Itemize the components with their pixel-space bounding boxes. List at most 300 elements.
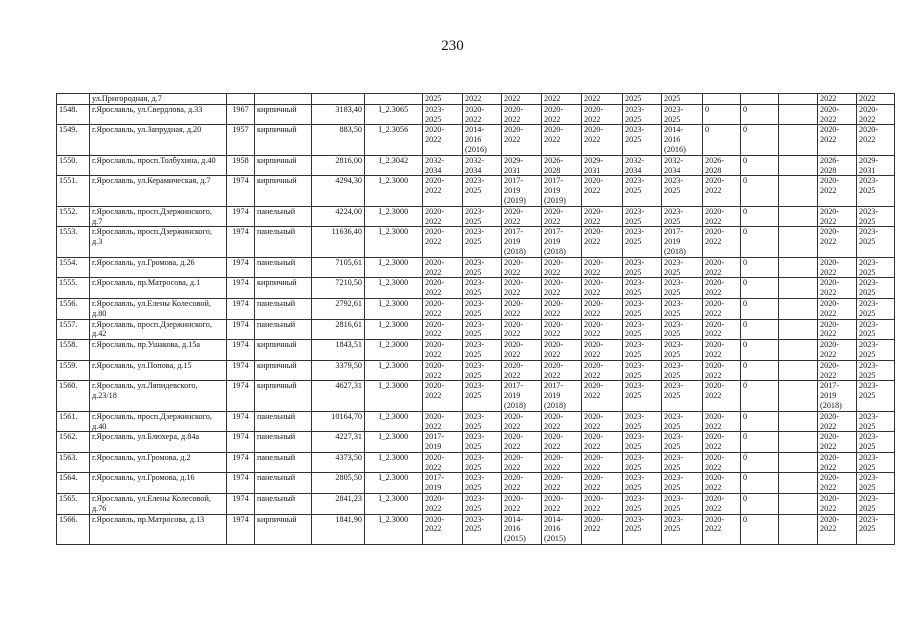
build-year-cell: 1974 <box>227 514 255 544</box>
repair-period-cell: 2029- 2031 <box>582 155 623 176</box>
repair-period-cell: 2020- 2022 <box>818 227 857 257</box>
build-year-cell <box>227 94 255 105</box>
repair-period-cell: 2020- 2022 <box>582 494 623 515</box>
repair-period-cell: 0 <box>741 340 779 361</box>
build-year-cell: 1957 <box>227 125 255 155</box>
repair-period-cell: 2020- 2022 <box>582 125 623 155</box>
repair-period-cell: 2023- 2025 <box>463 176 502 206</box>
repair-period-cell: 2029- 2031 <box>502 155 542 176</box>
address-cell: г.Ярославль, просп.Дзержинского, д.7 <box>90 206 227 227</box>
repair-period-cell: 2020- 2022 <box>423 514 463 544</box>
repair-period-cell: 2020- 2022 <box>542 206 582 227</box>
repair-period-cell: 2020- 2022 <box>818 432 857 453</box>
repair-period-cell: 2022 <box>582 94 623 105</box>
repair-period-cell: 2023- 2025 <box>857 432 895 453</box>
address-cell: г.Ярославль, ул.Елены Колесовой, д.80 <box>90 298 227 319</box>
repair-period-cell: 0 <box>741 381 779 411</box>
row-number-cell: 1560. <box>57 381 90 411</box>
repair-period-cell: 2020- 2022 <box>502 452 542 473</box>
area-cell: 3183,40 <box>312 104 365 125</box>
repair-period-cell: 2023- 2025 <box>463 319 502 340</box>
repair-period-cell: 2023- 2025 <box>857 206 895 227</box>
repair-period-cell: 0 <box>741 494 779 515</box>
repair-period-cell: 2023- 2025 <box>857 257 895 278</box>
repair-period-cell: 2020- 2022 <box>423 176 463 206</box>
repair-period-cell: 2020- 2022 <box>582 176 623 206</box>
wall-material-cell: панельный <box>255 432 312 453</box>
repair-period-cell <box>779 319 818 340</box>
series-code-cell: I_2.3000 <box>365 227 423 257</box>
repair-period-cell: 2020- 2022 <box>542 104 582 125</box>
repair-period-cell: 2020- 2022 <box>582 104 623 125</box>
area-cell: 3379,50 <box>312 360 365 381</box>
series-code-cell: I_2.3000 <box>365 514 423 544</box>
repair-period-cell: 2023- 2025 <box>662 340 703 361</box>
series-code-cell: I_2.3000 <box>365 432 423 453</box>
build-year-cell: 1974 <box>227 278 255 299</box>
repair-period-cell: 2022 <box>857 94 895 105</box>
address-cell: г.Ярославль, просп.Толбухина, д.40 <box>90 155 227 176</box>
repair-period-cell: 2032- 2034 <box>463 155 502 176</box>
repair-period-cell <box>779 104 818 125</box>
repair-period-cell: 2020- 2022 <box>502 257 542 278</box>
repair-period-cell: 2017- 2019 <box>423 473 463 494</box>
repair-period-cell: 2020- 2022 <box>582 257 623 278</box>
repair-period-cell <box>779 257 818 278</box>
repair-period-cell: 2020- 2022 <box>542 257 582 278</box>
repair-period-cell: 0 <box>703 104 741 125</box>
repair-period-cell: 2020- 2022 <box>542 411 582 432</box>
wall-material-cell: кирпичный <box>255 125 312 155</box>
repair-period-cell: 2023- 2025 <box>463 411 502 432</box>
repair-period-cell: 2023- 2025 <box>623 125 662 155</box>
address-cell: г.Ярославль, ул.Елены Колесовой, д.76 <box>90 494 227 515</box>
repair-period-cell: 2020- 2022 <box>502 125 542 155</box>
address-cell: г.Ярославль, просп.Дзержинского, д.42 <box>90 319 227 340</box>
repair-period-cell: 2023- 2025 <box>623 360 662 381</box>
repair-period-cell: 0 <box>741 278 779 299</box>
repair-period-cell: 2020- 2022 <box>703 319 741 340</box>
repair-period-cell: 0 <box>741 319 779 340</box>
repair-period-cell: 2020- 2022 <box>582 206 623 227</box>
build-year-cell: 1974 <box>227 473 255 494</box>
repair-period-cell: 0 <box>741 514 779 544</box>
series-code-cell: I_2.3000 <box>365 278 423 299</box>
table-row <box>57 176 895 206</box>
table-row <box>57 94 895 105</box>
repair-period-cell: 2020- 2022 <box>703 432 741 453</box>
row-number-cell: 1553. <box>57 227 90 257</box>
repair-period-cell: 2020- 2022 <box>423 340 463 361</box>
series-code-cell: I_2.3000 <box>365 411 423 432</box>
repair-period-cell: 2020- 2022 <box>502 360 542 381</box>
repair-period-cell: 2014- 2016 (2016) <box>463 125 502 155</box>
row-number-cell <box>57 94 90 105</box>
repair-period-cell: 2023- 2025 <box>623 298 662 319</box>
repair-period-cell: 2017- 2019 (2019) <box>542 176 582 206</box>
repair-period-cell <box>779 278 818 299</box>
table-row <box>57 227 895 257</box>
repair-period-cell: 2020- 2022 <box>423 227 463 257</box>
repair-period-cell: 2023- 2025 <box>623 494 662 515</box>
area-cell: 1843,51 <box>312 340 365 361</box>
repair-period-cell <box>779 473 818 494</box>
repair-period-cell: 2020- 2022 <box>703 494 741 515</box>
repair-period-cell: 2020- 2022 <box>542 452 582 473</box>
table-row <box>57 381 895 411</box>
area-cell: 10164,70 <box>312 411 365 432</box>
repair-period-cell: 2020- 2022 <box>542 432 582 453</box>
repair-period-cell: 2020- 2022 <box>542 319 582 340</box>
area-cell: 4227,31 <box>312 432 365 453</box>
row-number-cell: 1550. <box>57 155 90 176</box>
repair-period-cell: 2023- 2025 <box>857 319 895 340</box>
repair-period-cell: 2020- 2022 <box>582 514 623 544</box>
repair-period-cell: 2020- 2022 <box>502 494 542 515</box>
repair-period-cell: 2023- 2025 <box>857 227 895 257</box>
row-number-cell: 1562. <box>57 432 90 453</box>
area-cell: 2792,61 <box>312 298 365 319</box>
repair-period-cell: 2020- 2022 <box>542 494 582 515</box>
row-number-cell: 1558. <box>57 340 90 361</box>
repair-period-cell: 2023- 2025 <box>857 473 895 494</box>
repair-period-cell: 2023- 2025 <box>463 514 502 544</box>
repair-period-cell: 2023- 2025 <box>623 514 662 544</box>
repair-period-cell <box>779 340 818 361</box>
repair-period-cell: 2020- 2022 <box>818 514 857 544</box>
repair-period-cell: 2023- 2025 <box>857 340 895 361</box>
repair-period-cell: 0 <box>741 473 779 494</box>
row-number-cell: 1552. <box>57 206 90 227</box>
build-year-cell: 1974 <box>227 257 255 278</box>
repair-period-cell: 2020- 2022 <box>582 340 623 361</box>
repair-period-cell: 2022 <box>542 94 582 105</box>
series-code-cell: I_2.3056 <box>365 125 423 155</box>
repair-period-cell: 2020- 2022 <box>423 360 463 381</box>
repair-period-cell: 2023- 2025 <box>857 514 895 544</box>
repair-period-cell: 2020- 2022 <box>582 227 623 257</box>
address-cell: ул.Пригородная, д.7 <box>90 94 227 105</box>
row-number-cell: 1549. <box>57 125 90 155</box>
row-number-cell: 1563. <box>57 452 90 473</box>
repair-period-cell: 2020- 2022 <box>582 452 623 473</box>
repair-period-cell: 2023- 2025 <box>662 206 703 227</box>
wall-material-cell: панельный <box>255 257 312 278</box>
repair-period-cell: 2020- 2022 <box>703 340 741 361</box>
repair-period-cell: 2017- 2019 (2018) <box>818 381 857 411</box>
repair-period-cell: 2020- 2022 <box>703 452 741 473</box>
address-cell: г.Ярославль, ул.Свердлова, д.33 <box>90 104 227 125</box>
repair-period-cell: 2023- 2025 <box>662 104 703 125</box>
repair-period-cell: 2017- 2019 (2018) <box>502 381 542 411</box>
repair-period-cell: 2020- 2022 <box>582 298 623 319</box>
repair-period-cell: 2020- 2022 <box>818 360 857 381</box>
table-row <box>57 257 895 278</box>
repair-period-cell: 2020- 2022 <box>703 360 741 381</box>
repair-period-cell <box>779 514 818 544</box>
series-code-cell <box>365 94 423 105</box>
repair-period-cell: 2020- 2022 <box>818 319 857 340</box>
table-row <box>57 298 895 319</box>
repair-period-cell: 2023- 2025 <box>463 206 502 227</box>
build-year-cell: 1974 <box>227 340 255 361</box>
row-number-cell: 1548. <box>57 104 90 125</box>
repair-period-cell <box>779 452 818 473</box>
repair-period-cell: 2020- 2022 <box>582 432 623 453</box>
repair-period-cell: 2020- 2022 <box>423 452 463 473</box>
repair-period-cell: 2023- 2025 <box>662 473 703 494</box>
repair-period-cell: 2020- 2022 <box>703 411 741 432</box>
repair-period-cell: 2020- 2022 <box>818 257 857 278</box>
row-number-cell: 1561. <box>57 411 90 432</box>
wall-material-cell: панельный <box>255 473 312 494</box>
wall-material-cell: панельный <box>255 227 312 257</box>
repair-period-cell: 2020- 2022 <box>423 381 463 411</box>
area-cell: 883,50 <box>312 125 365 155</box>
repair-period-cell: 2023- 2025 <box>662 452 703 473</box>
repair-period-cell <box>703 94 741 105</box>
series-code-cell: I_2.3000 <box>365 494 423 515</box>
repair-period-cell: 0 <box>741 125 779 155</box>
address-cell: г.Ярославль, пр.Ушакова, д.15а <box>90 340 227 361</box>
table-row <box>57 206 895 227</box>
repair-period-cell: 2020- 2022 <box>423 257 463 278</box>
wall-material-cell: кирпичный <box>255 104 312 125</box>
repair-period-cell: 2017- 2019 (2018) <box>542 227 582 257</box>
repair-period-cell: 2014- 2016 (2015) <box>542 514 582 544</box>
repair-period-cell: 2020- 2022 <box>703 206 741 227</box>
repair-period-cell: 2020- 2022 <box>703 381 741 411</box>
repair-period-cell: 2025 <box>623 94 662 105</box>
area-cell: 4224,00 <box>312 206 365 227</box>
repair-period-cell: 2023- 2025 <box>662 360 703 381</box>
repair-period-cell: 2023- 2025 <box>623 340 662 361</box>
repair-period-cell: 2022 <box>502 94 542 105</box>
build-year-cell: 1974 <box>227 432 255 453</box>
repair-period-cell: 0 <box>741 104 779 125</box>
repair-period-cell: 2025 <box>662 94 703 105</box>
address-cell: г.Ярославль, пр.Матросова, д.13 <box>90 514 227 544</box>
area-cell: 2816,61 <box>312 319 365 340</box>
repair-period-cell: 0 <box>741 432 779 453</box>
series-code-cell: I_2.3000 <box>365 340 423 361</box>
registry-body <box>57 94 895 545</box>
repair-period-cell: 2023- 2025 <box>623 319 662 340</box>
series-code-cell: I_2.3000 <box>365 360 423 381</box>
address-cell: г.Ярославль, ул.Запрудная, д.20 <box>90 125 227 155</box>
repair-period-cell: 2020- 2022 <box>423 125 463 155</box>
build-year-cell: 1974 <box>227 298 255 319</box>
table-row <box>57 432 895 453</box>
wall-material-cell: панельный <box>255 452 312 473</box>
repair-period-cell: 2023- 2025 <box>623 473 662 494</box>
repair-period-cell: 2023- 2025 <box>662 278 703 299</box>
repair-period-cell: 0 <box>741 360 779 381</box>
wall-material-cell: панельный <box>255 319 312 340</box>
repair-period-cell: 2023- 2025 <box>662 257 703 278</box>
repair-period-cell: 2017- 2019 (2019) <box>502 176 542 206</box>
repair-period-cell: 2023- 2025 <box>623 411 662 432</box>
repair-period-cell: 2023- 2025 <box>623 278 662 299</box>
address-cell: г.Ярославль, просп.Дзержинского, д.3 <box>90 227 227 257</box>
address-cell: г.Ярославль, ул.Попова, д.15 <box>90 360 227 381</box>
address-cell: г.Ярославль, ул.Блюхера, д.84а <box>90 432 227 453</box>
repair-period-cell <box>779 494 818 515</box>
repair-period-cell: 2014- 2016 (2015) <box>502 514 542 544</box>
repair-period-cell: 2020- 2022 <box>703 227 741 257</box>
repair-period-cell: 2020- 2022 <box>857 125 895 155</box>
repair-period-cell: 0 <box>741 176 779 206</box>
repair-period-cell: 2023- 2025 <box>662 432 703 453</box>
build-year-cell: 1974 <box>227 206 255 227</box>
row-number-cell: 1554. <box>57 257 90 278</box>
repair-period-cell: 2017- 2019 (2018) <box>662 227 703 257</box>
repair-period-cell: 2023- 2025 <box>463 257 502 278</box>
wall-material-cell: кирпичный <box>255 176 312 206</box>
wall-material-cell: кирпичный <box>255 514 312 544</box>
wall-material-cell: панельный <box>255 298 312 319</box>
repair-period-cell: 2020- 2022 <box>502 340 542 361</box>
repair-period-cell: 0 <box>741 411 779 432</box>
wall-material-cell: кирпичный <box>255 155 312 176</box>
repair-period-cell: 2020- 2022 <box>818 104 857 125</box>
repair-period-cell: 2032- 2034 <box>423 155 463 176</box>
area-cell: 7105,61 <box>312 257 365 278</box>
repair-period-cell: 2020- 2022 <box>582 381 623 411</box>
repair-period-cell <box>779 411 818 432</box>
repair-period-cell: 2020- 2022 <box>423 411 463 432</box>
repair-period-cell: 2020- 2022 <box>582 473 623 494</box>
series-code-cell: I_2.3000 <box>365 381 423 411</box>
repair-period-cell: 2020- 2022 <box>542 278 582 299</box>
wall-material-cell <box>255 94 312 105</box>
series-code-cell: I_2.3000 <box>365 206 423 227</box>
area-cell: 11636,40 <box>312 227 365 257</box>
repair-period-cell: 2020- 2022 <box>818 298 857 319</box>
address-cell: г.Ярославль, ул.Ляпидевского, д.23/18 <box>90 381 227 411</box>
build-year-cell: 1974 <box>227 360 255 381</box>
table-row <box>57 473 895 494</box>
repair-period-cell: 2020- 2022 <box>463 104 502 125</box>
repair-period-cell: 2023- 2025 <box>623 452 662 473</box>
repair-period-cell: 2032- 2034 <box>623 155 662 176</box>
address-cell: г.Ярославль, ул.Громова, д.16 <box>90 473 227 494</box>
repair-period-cell: 2023- 2025 <box>857 494 895 515</box>
repair-period-cell: 2023- 2025 <box>463 278 502 299</box>
repair-period-cell: 2020- 2022 <box>542 340 582 361</box>
repair-period-cell <box>779 155 818 176</box>
repair-period-cell: 2023- 2025 <box>463 432 502 453</box>
row-number-cell: 1556. <box>57 298 90 319</box>
build-year-cell: 1974 <box>227 381 255 411</box>
address-cell: г.Ярославль, пр.Матросова, д.1 <box>90 278 227 299</box>
table-row <box>57 319 895 340</box>
repair-period-cell: 2023- 2025 <box>623 257 662 278</box>
repair-period-cell: 0 <box>703 125 741 155</box>
repair-period-cell: 2020- 2022 <box>818 494 857 515</box>
row-number-cell: 1564. <box>57 473 90 494</box>
repair-period-cell: 2020- 2022 <box>582 278 623 299</box>
table-row <box>57 452 895 473</box>
repair-period-cell: 2023- 2025 <box>423 104 463 125</box>
repair-period-cell: 2023- 2025 <box>623 104 662 125</box>
repair-period-cell: 2023- 2025 <box>662 494 703 515</box>
repair-period-cell: 2020- 2022 <box>703 473 741 494</box>
repair-period-cell: 2020- 2022 <box>818 176 857 206</box>
area-cell: 4294,30 <box>312 176 365 206</box>
repair-period-cell: 2023- 2025 <box>623 176 662 206</box>
repair-period-cell: 2020- 2022 <box>542 360 582 381</box>
area-cell: 4373,50 <box>312 452 365 473</box>
wall-material-cell: панельный <box>255 494 312 515</box>
repair-period-cell <box>779 94 818 105</box>
repair-period-cell: 2023- 2025 <box>463 340 502 361</box>
area-cell: 2805,50 <box>312 473 365 494</box>
build-year-cell: 1974 <box>227 227 255 257</box>
repair-period-cell: 2023- 2025 <box>857 278 895 299</box>
row-number-cell: 1565. <box>57 494 90 515</box>
repair-period-cell: 2023- 2025 <box>463 360 502 381</box>
wall-material-cell: кирпичный <box>255 381 312 411</box>
repair-period-cell: 2026- 2028 <box>818 155 857 176</box>
wall-material-cell: панельный <box>255 411 312 432</box>
repair-period-cell: 2020- 2022 <box>582 411 623 432</box>
repair-period-cell: 2020- 2022 <box>818 452 857 473</box>
repair-period-cell: 2023- 2025 <box>623 432 662 453</box>
repair-period-cell: 2020- 2022 <box>502 298 542 319</box>
repair-period-cell: 2020- 2022 <box>502 104 542 125</box>
row-number-cell: 1566. <box>57 514 90 544</box>
series-code-cell: I_2.3000 <box>365 473 423 494</box>
repair-period-cell: 2023- 2025 <box>857 411 895 432</box>
row-number-cell: 1557. <box>57 319 90 340</box>
repair-period-cell: 2017- 2019 (2018) <box>502 227 542 257</box>
repair-period-cell <box>779 125 818 155</box>
address-cell: г.Ярославль, ул.Керамическая, д.7 <box>90 176 227 206</box>
repair-period-cell: 2020- 2022 <box>423 319 463 340</box>
address-cell: г.Ярославль, ул.Громова, д.26 <box>90 257 227 278</box>
table-row <box>57 494 895 515</box>
repair-period-cell: 2020- 2022 <box>703 176 741 206</box>
build-year-cell: 1958 <box>227 155 255 176</box>
wall-material-cell: панельный <box>255 206 312 227</box>
build-year-cell: 1967 <box>227 104 255 125</box>
area-cell: 4627,31 <box>312 381 365 411</box>
area-cell <box>312 94 365 105</box>
repair-period-cell <box>779 360 818 381</box>
repair-period-cell: 2020- 2022 <box>502 319 542 340</box>
repair-period-cell: 2023- 2025 <box>662 298 703 319</box>
repair-period-cell: 2020- 2022 <box>818 206 857 227</box>
repair-period-cell <box>741 94 779 105</box>
address-cell: г.Ярославль, ул.Громова, д.2 <box>90 452 227 473</box>
address-cell: г.Ярославль, просп.Дзержинского, д.40 <box>90 411 227 432</box>
repair-period-cell: 2020- 2022 <box>423 278 463 299</box>
repair-period-cell: 2020- 2022 <box>423 494 463 515</box>
series-code-cell: I_2.3000 <box>365 452 423 473</box>
table-row <box>57 155 895 176</box>
build-year-cell: 1974 <box>227 319 255 340</box>
repair-period-cell: 2032- 2034 <box>662 155 703 176</box>
repair-period-cell: 2020- 2022 <box>582 360 623 381</box>
area-cell: 2841,23 <box>312 494 365 515</box>
repair-period-cell <box>779 206 818 227</box>
repair-period-cell: 2026- 2028 <box>703 155 741 176</box>
repair-period-cell: 2023- 2025 <box>857 298 895 319</box>
repair-period-cell: 2014- 2016 (2016) <box>662 125 703 155</box>
repair-period-cell: 2023- 2025 <box>463 227 502 257</box>
repair-period-cell: 2017- 2019 <box>423 432 463 453</box>
